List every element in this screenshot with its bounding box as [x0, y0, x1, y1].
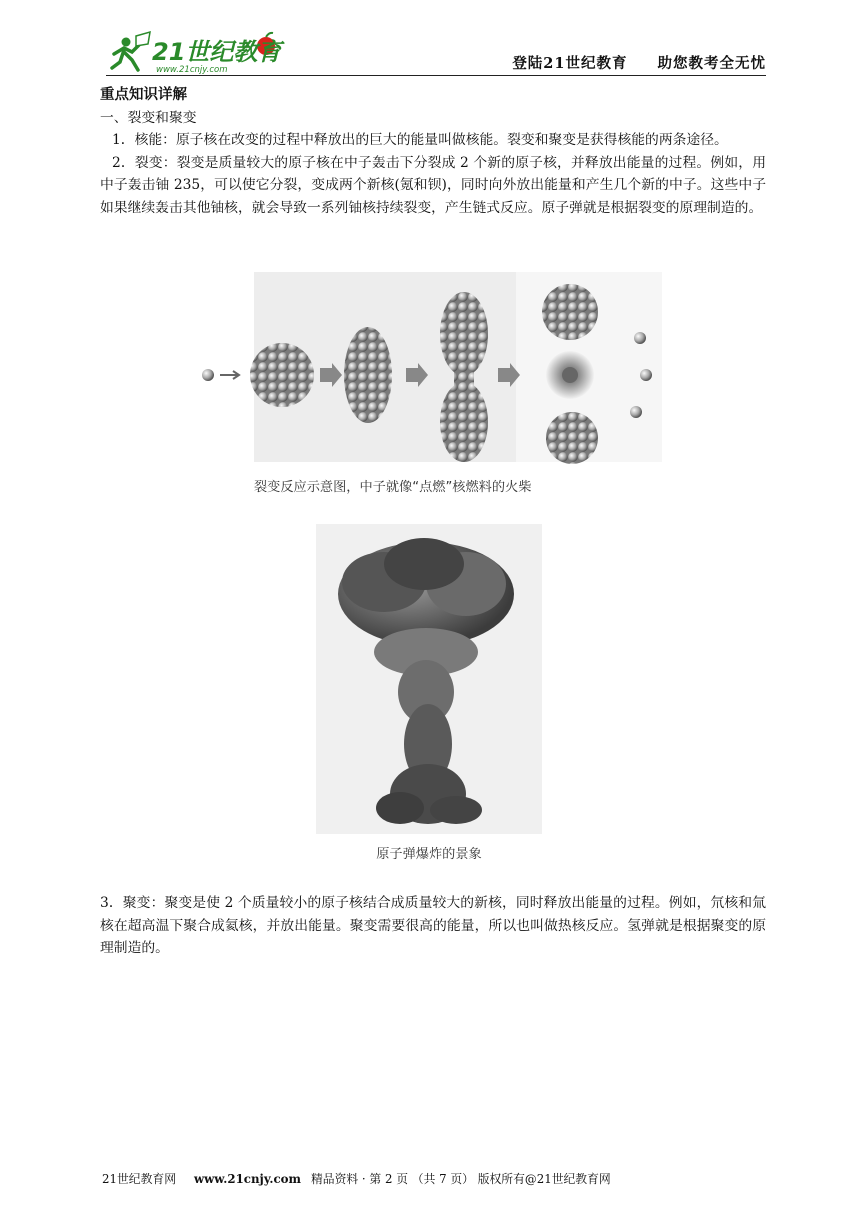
logo-url: www.21cnjy.com	[156, 65, 228, 75]
released-neutron	[630, 406, 642, 418]
header-slogan	[512, 52, 766, 73]
footer-url[interactable]: www.21cnjy.com	[194, 1172, 301, 1186]
incoming-neutron	[202, 369, 214, 381]
fission-diagram	[198, 272, 662, 496]
paragraph-nuclear-energy: 1．核能：原子核在改变的过程中释放出的巨大的能量叫做核能。裂变和聚变是获得核能的两条途径。	[112, 132, 728, 148]
page-header	[106, 30, 766, 76]
page-footer	[102, 1170, 611, 1187]
fission-fragment-top	[542, 284, 598, 340]
page-heading: 重点知识详解	[100, 87, 187, 103]
explosion-caption: 原子弹爆炸的景象	[376, 847, 482, 862]
section-title: 一、裂变和聚变	[100, 109, 197, 126]
footer-site: 21世纪教育网	[102, 1172, 176, 1186]
main-content	[100, 84, 766, 219]
logo	[106, 30, 286, 76]
logo-text: 21世纪教育	[152, 38, 282, 66]
released-neutron	[634, 332, 646, 344]
uranium-nucleus	[250, 343, 314, 407]
slogan-left: 登陆21世纪教育	[512, 55, 628, 72]
main-content-continued	[100, 892, 766, 960]
fission-caption: 裂变反应示意图，中子就像“点燃”核燃料的火柴	[254, 480, 532, 495]
paragraph-fission: 2．裂变：裂变是质量较大的原子核在中子轰击下分裂成 2 个新的原子核，并释放出能量的过程。例如，用中子轰击铀 235，可以使它分裂，变成两个新核(氪和钡)，同时向外放出能量和产生几个新的中子。这些中子如果继续轰击其他铀核，就会导致一系列铀核持续裂变，产生链式反应。原子弹就是根据裂变的原理制造的。	[100, 154, 766, 216]
deformed-nucleus	[344, 327, 392, 423]
header-divider	[106, 75, 766, 76]
footer-info: 精品资料 · 第 2 页 （共 7 页） 版权所有@21世纪教育网	[310, 1172, 611, 1186]
slogan-right: 助您教考全无忧	[657, 55, 766, 72]
atomic-bomb-photo	[316, 524, 542, 864]
runner-icon	[112, 32, 150, 70]
fission-fragment-bottom	[546, 412, 598, 464]
released-neutron	[640, 369, 652, 381]
paragraph-fusion: 3．聚变：聚变是使 2 个质量较小的原子核结合成质量较大的新核，同时释放出能量的过程。例如，氘核和氚核在超高温下聚合成氦核，并放出能量。聚变需要很高的能量，所以也叫做热核反应。氢弹就是根据聚变的原理制造的。	[100, 895, 766, 956]
